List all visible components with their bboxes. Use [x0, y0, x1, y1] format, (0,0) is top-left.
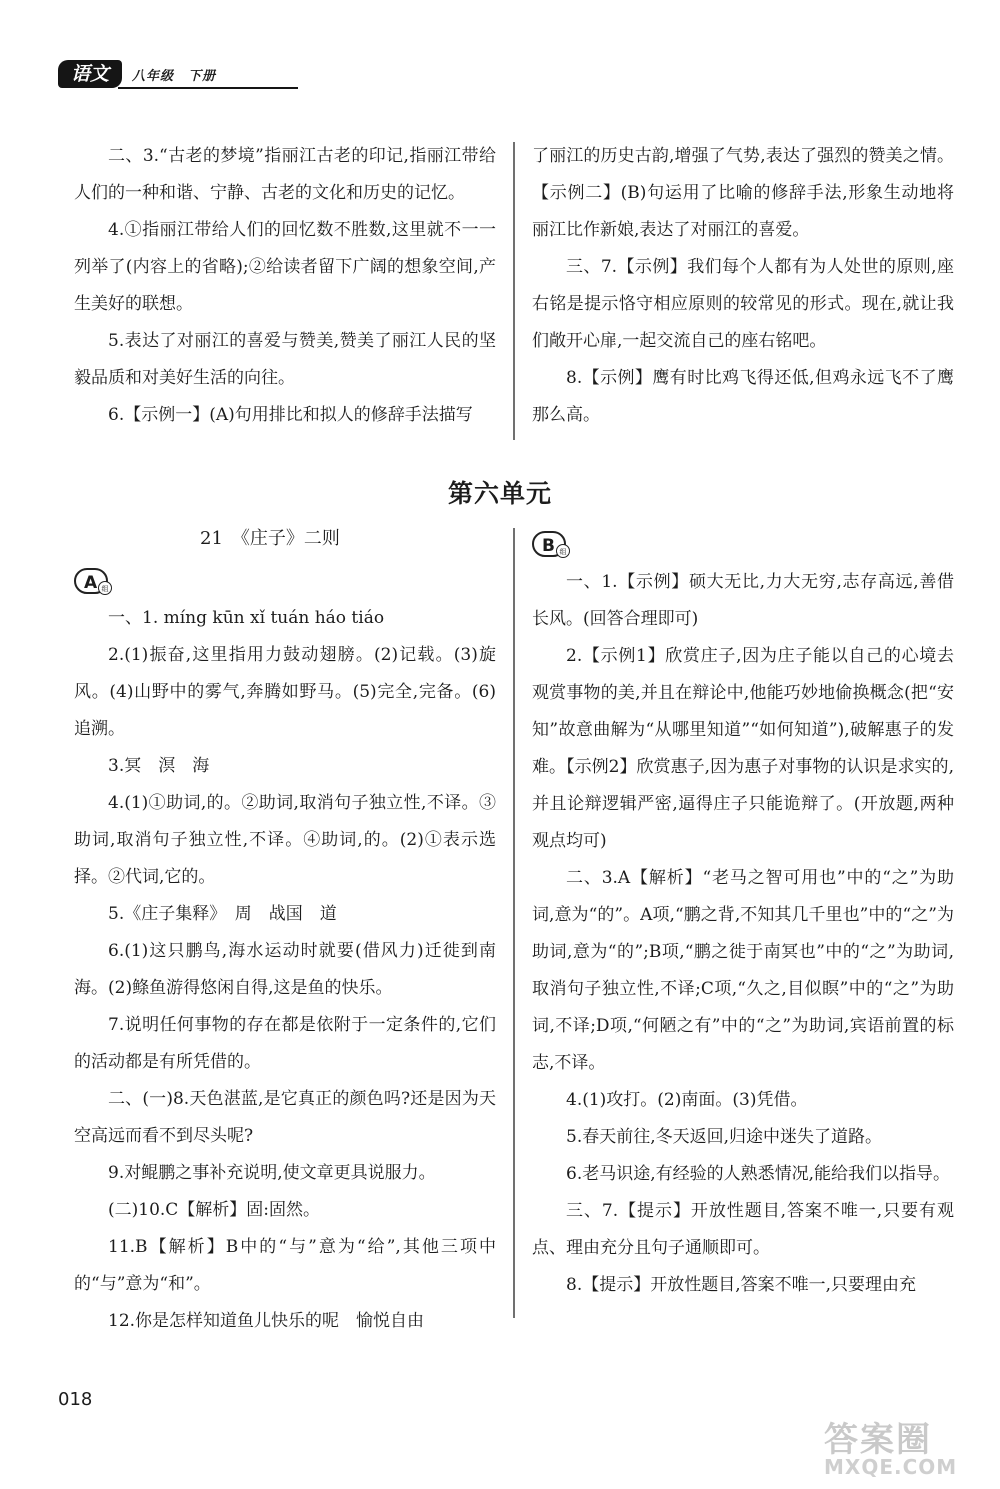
group-a-letter: A	[84, 573, 98, 593]
answer-paragraph: 7.说明任何事物的存在都是依附于一定条件的,它们的活动都是有所凭借的。	[74, 1015, 496, 1072]
answer-paragraph: 6.【示例一】(A)句用排比和拟人的修辞手法描写	[108, 405, 473, 425]
answer-paragraph: 5.春天前往,冬天返回,归途中迷失了道路。	[566, 1127, 883, 1147]
answer-paragraph: 一、1. míng kūn xǐ tuán háo tiáo	[108, 608, 385, 628]
answer-paragraph: 5.《庄子集释》 周 战国 道	[108, 904, 337, 924]
answer-paragraph: 5.表达了对丽江的喜爱与赞美,赞美了丽江人民的坚毅品质和对美好生活的向往。	[74, 331, 496, 388]
top-left-column	[74, 138, 496, 434]
answer-paragraph: 二、3.“古老的梦境”指丽江古老的印记,指丽江带给人们的一种和谐、宁静、古老的文化和历史的记忆。	[74, 146, 496, 203]
header-rule	[118, 87, 298, 89]
page-header	[58, 60, 248, 90]
answer-paragraph: 二、3.A【解析】“老马之智可用也”中的“之”为助词,意为“的”。A项,“鹏之背,不知其几千里也”中的“之”为助词,意为“的”;B项,“鹏之徙于南冥也”中的“之”为助词,取消句子独立性,不译;C项,“久之,目似瞑”中的“之”为助词,不译;D项,“何陋之有”中的“之”为助词,宾语前置的标志,不译。	[532, 868, 954, 1073]
answer-paragraph: 6.(1)这只鹏鸟,海水运动时就要(借风力)迁徙到南海。(2)鲦鱼游得悠闲自得,这是鱼的快乐。	[74, 941, 496, 998]
bottom-left-column	[74, 600, 496, 1340]
answer-paragraph: 了丽江的历史古韵,增强了气势,表达了强烈的赞美之情。【示例二】(B)句运用了比喻的修辞手法,形象生动地将丽江比作新娘,表达了对丽江的喜爱。	[532, 146, 954, 240]
answer-paragraph: 3.冥 溟 海	[108, 756, 210, 776]
answer-paragraph: (二)10.C【解析】固:固然。	[108, 1200, 321, 1220]
answer-paragraph: 11.B【解析】B中的“与”意为“给”,其他三项中的“与”意为“和”。	[74, 1237, 496, 1294]
group-a-sub: 组	[98, 581, 112, 595]
watermark-top: 答案圈	[824, 1420, 932, 1460]
answer-paragraph: 4.(1)①助词,的。②助词,取消句子独立性,不译。③助词,取消句子独立性,不译。④助词,的。(2)①表示选择。②代词,它的。	[74, 793, 496, 887]
group-b-letter: B	[542, 536, 555, 556]
answer-paragraph: 一、1.【示例】硕大无比,力大无穷,志存高远,善借长风。(回答合理即可)	[532, 572, 954, 629]
answer-paragraph: 12.你是怎样知道鱼儿快乐的呢 愉悦自由	[108, 1311, 425, 1331]
answer-paragraph: 2.(1)振奋,这里指用力鼓动翅膀。(2)记载。(3)旋风。(4)山野中的雾气,奔腾如野马。(5)完全,完备。(6)追溯。	[74, 645, 496, 739]
subject-label: 语文	[58, 60, 122, 88]
watermark-logo	[824, 1412, 974, 1482]
answer-paragraph: 二、(一)8.天色湛蓝,是它真正的颜色吗?还是因为天空高远而看不到尽头呢?	[74, 1089, 496, 1146]
grade-label: 八年级 下册	[132, 69, 217, 84]
lesson-title: 21 《庄子》二则	[200, 528, 340, 549]
answer-paragraph: 9.对鲲鹏之事补充说明,使文章更具说服力。	[108, 1163, 436, 1183]
group-a-badge	[74, 568, 108, 594]
answer-paragraph: 6.老马识途,有经验的人熟悉情况,能给我们以指导。	[566, 1164, 951, 1184]
column-divider	[513, 142, 515, 440]
answer-paragraph: 三、7.【提示】开放性题目,答案不唯一,只要有观点、理由充分且句子通顺即可。	[532, 1201, 954, 1258]
answer-paragraph: 8.【示例】鹰有时比鸡飞得还低,但鸡永远飞不了鹰那么高。	[532, 368, 954, 425]
group-b-sub: 组	[556, 544, 570, 558]
watermark-bottom: MXQE.COM	[824, 1455, 958, 1479]
group-b-badge	[532, 531, 566, 557]
answer-paragraph: 4.(1)攻打。(2)南面。(3)凭借。	[566, 1090, 808, 1110]
unit-title: 第六单元	[447, 479, 552, 508]
top-right-column	[532, 138, 954, 434]
answer-paragraph: 8.【提示】开放性题目,答案不唯一,只要理由充	[566, 1275, 917, 1295]
page-number: 018	[58, 1389, 93, 1410]
column-divider	[513, 528, 515, 1318]
bottom-right-column	[532, 564, 954, 1304]
answer-paragraph: 2.【示例1】欣赏庄子,因为庄子能以自己的心境去观赏事物的美,并且在辩论中,他能巧妙地偷换概念(把“安知”故意曲解为“从哪里知道”“如何知道”),破解惠子的发难。【示例2】欣赏惠子,因为惠子对事物的认识是求实的,并且论辩逻辑严密,逼得庄子只能诡辩了。(开放题,两种观点均可)	[532, 646, 954, 851]
answer-paragraph: 4.①指丽江带给人们的回忆数不胜数,这里就不一一列举了(内容上的省略);②给读者留下广阔的想象空间,产生美好的联想。	[74, 220, 496, 314]
answer-paragraph: 三、7.【示例】我们每个人都有为人处世的原则,座右铭是提示恪守相应原则的较常见的形式。现在,就让我们敞开心扉,一起交流自己的座右铭吧。	[532, 257, 954, 351]
